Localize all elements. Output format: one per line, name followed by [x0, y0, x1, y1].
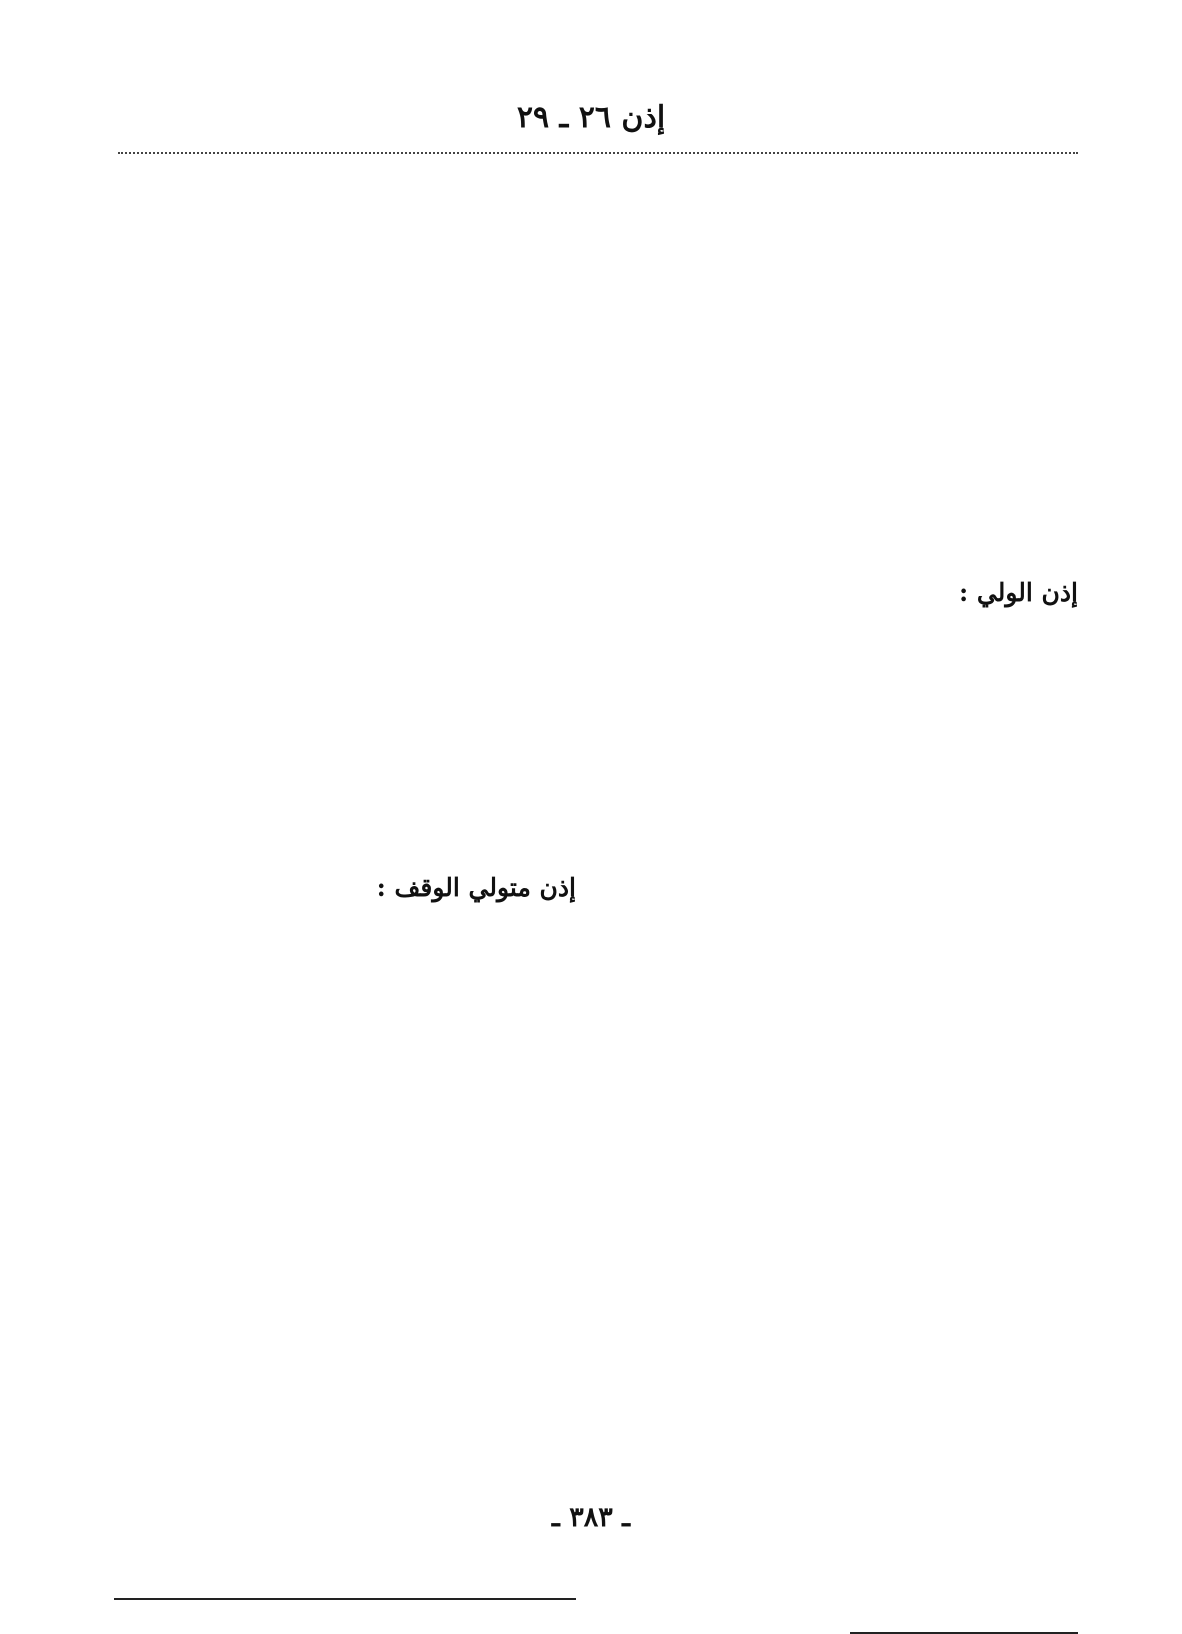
heading-guardian-permission: إذن الولي :	[958, 578, 1078, 607]
page-number: ـ ٣٨٣ ـ	[551, 1502, 631, 1533]
header-divider	[118, 152, 1078, 154]
footnote-divider-left	[114, 1598, 576, 1600]
running-head: إذن ٢٦ ـ ٢٩	[516, 100, 666, 135]
heading-waqf-administrator-permission: إذن متولي الوقف :	[376, 873, 576, 902]
